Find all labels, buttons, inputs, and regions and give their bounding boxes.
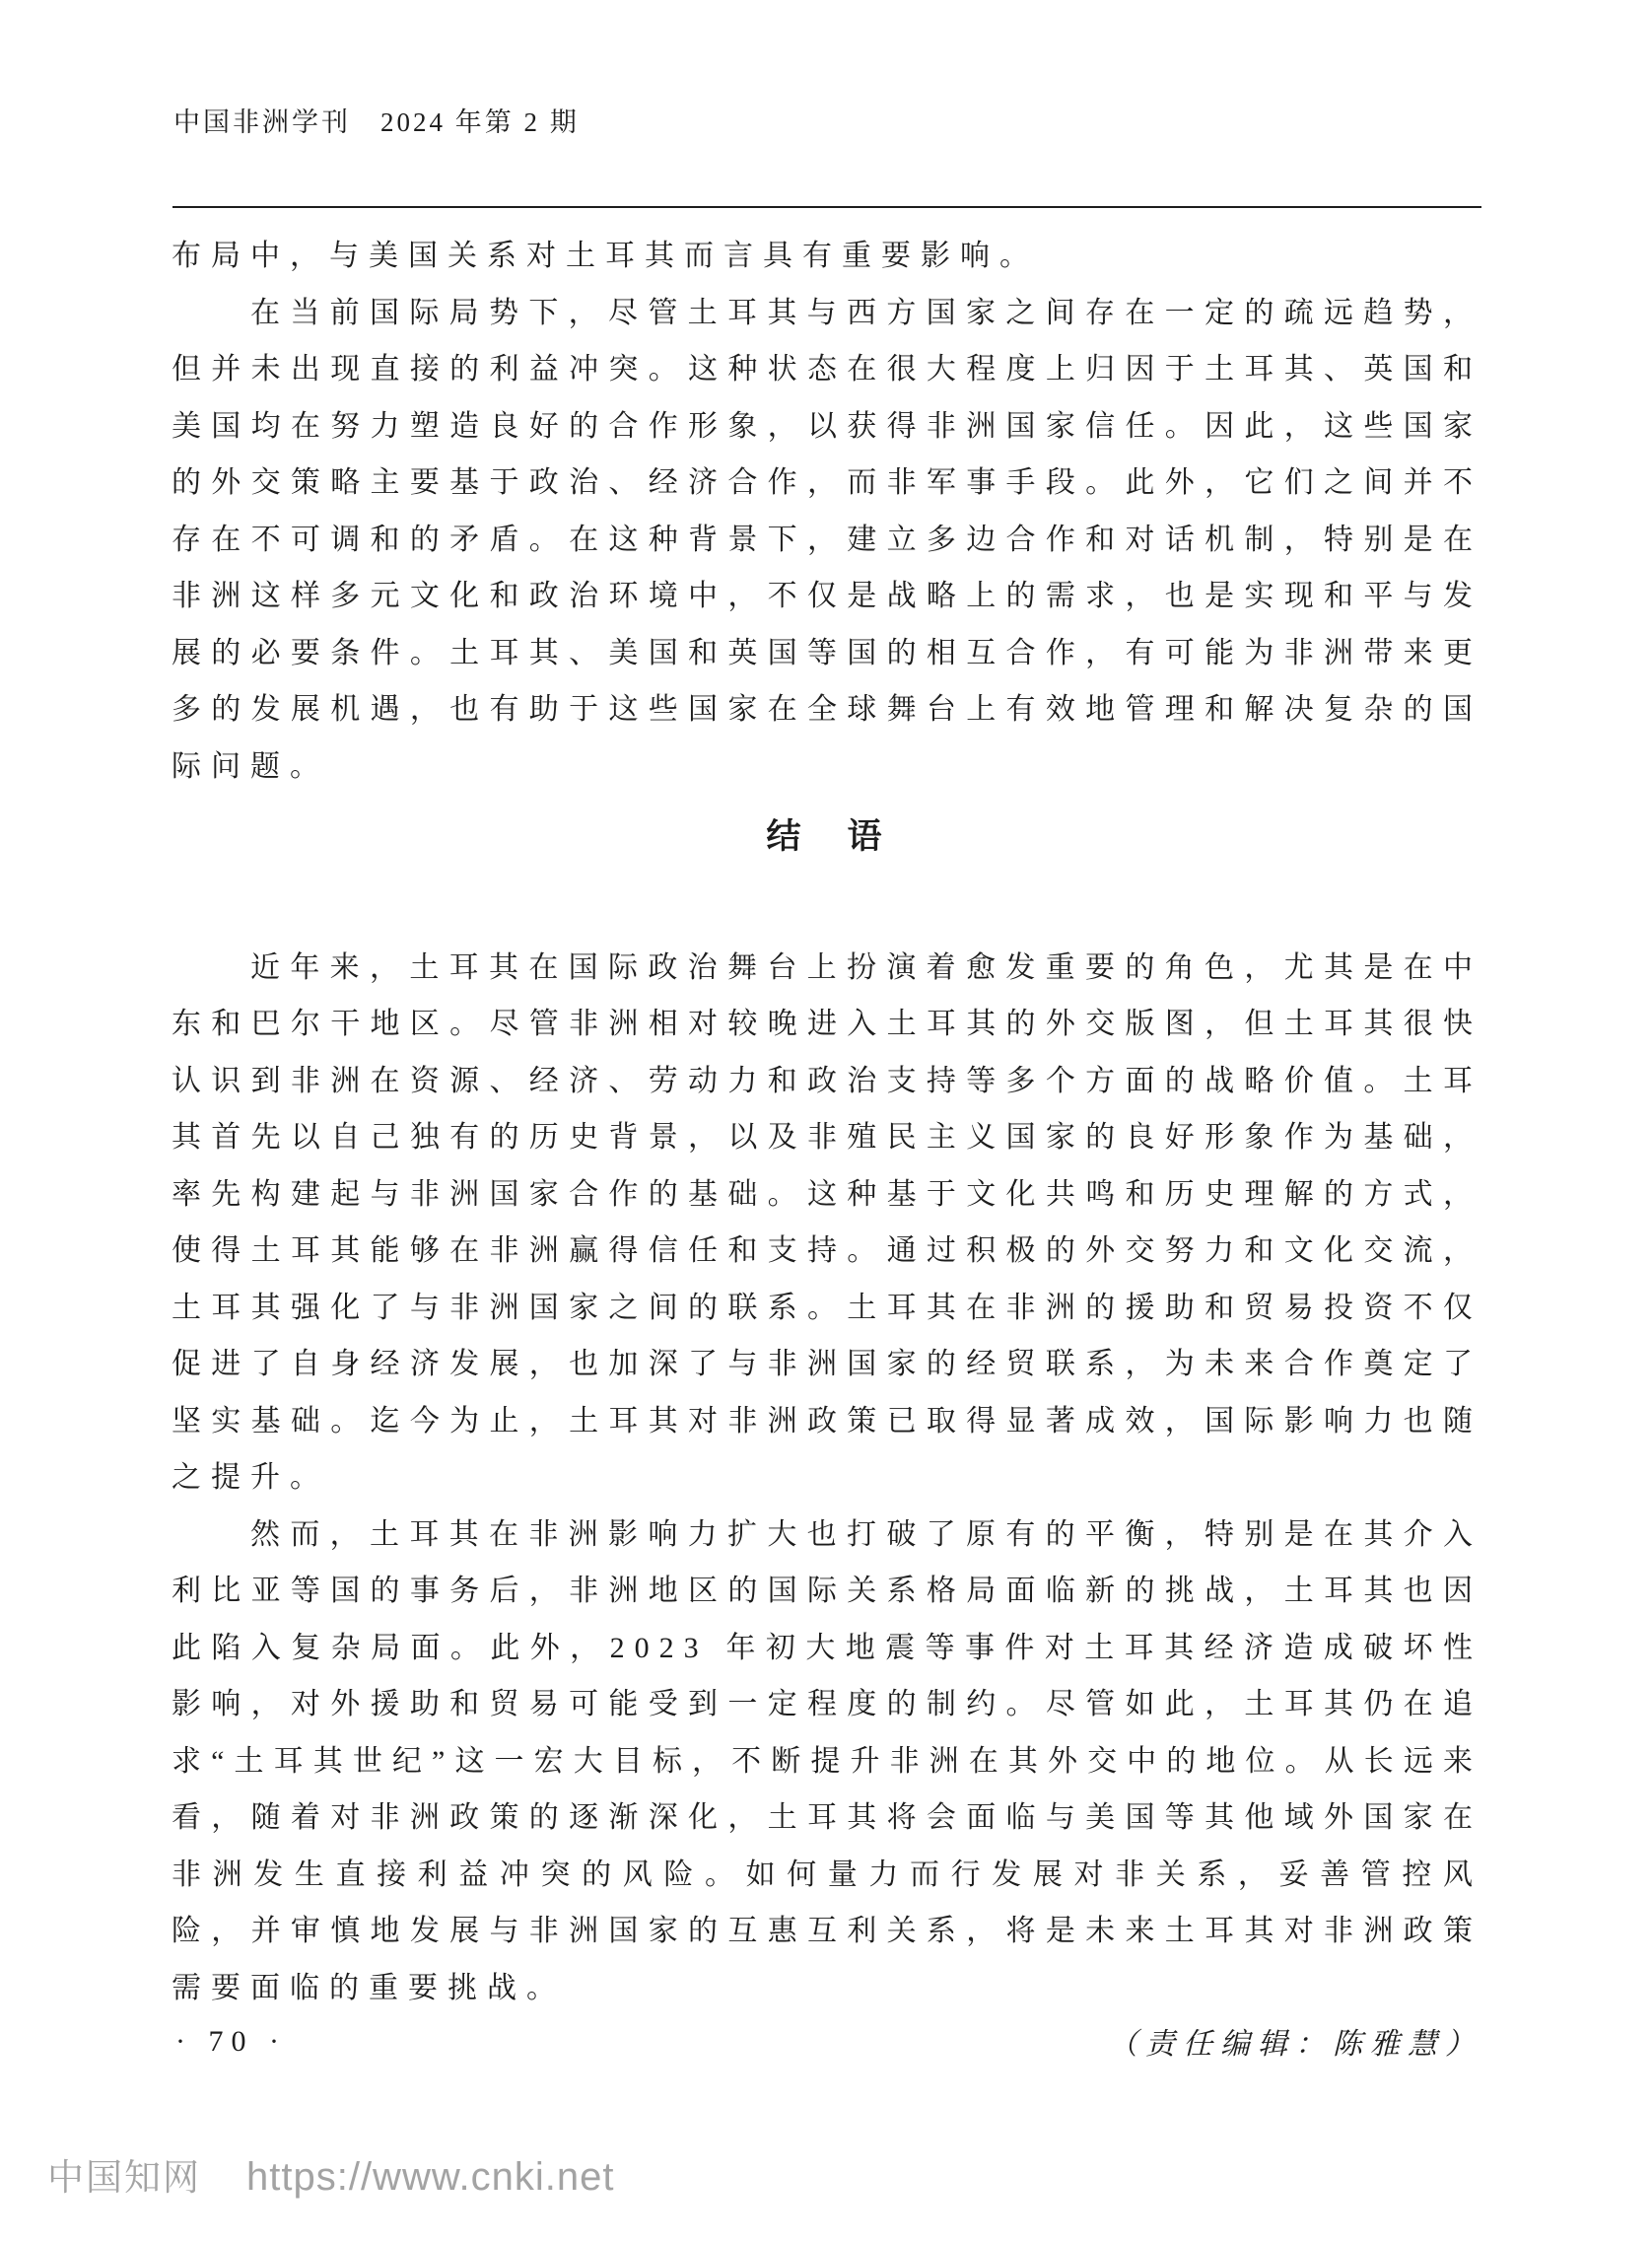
- continued-paragraph: 布局中，与美国关系对土耳其而言具有重要影响。: [172, 240, 1039, 272]
- article-body: [172, 228, 1482, 2073]
- paragraph-current-situation: 在当前国际局势下，尽管土耳其与西方国家之间存在一定的疏远趋势，但并未出现直接的利益冲突。这种状态在很大程度上归因于土耳其、英国和美国均在努力塑造良好的合作形象，以获得非洲国家信任。因此，这些国家的外交策略主要基于政治、经济合作，而非军事手段。此外，它们之间并不存在不可调和的矛盾。在这种背景下，建立多边合作和对话机制，特别是在非洲这样多元文化和政治环境中，不仅是战略上的需求，也是实现和平与发展的必要条件。土耳其、美国和英国等国的相互合作，有可能为非洲带来更多的发展机遇，也有助于这些国家在全球舞台上有效地管理和解决复杂的国际问题。: [172, 296, 1482, 783]
- cnki-watermark: [47, 2147, 614, 2201]
- responsible-editor-note: （责任编辑：陈雅慧）: [1108, 2028, 1482, 2061]
- cnki-url-text: https://www.cnki.net: [246, 2155, 615, 2199]
- page-number: · 70 ·: [175, 2025, 287, 2058]
- paragraph-recent-years: 近年来，土耳其在国际政治舞台上扮演着愈发重要的角色，尤其是在中东和巴尔干地区。尽管非洲相对较晚进入土耳其的外交版图，但土耳其很快认识到非洲在资源、经济、劳动力和政治支持等多个方面的战略价值。土耳其首先以自己独有的历史背景，以及非殖民主义国家的良好形象作为基础，率先构建起与非洲国家合作的基础。这种基于文化共鸣和历史理解的方式，使得土耳其能够在非洲赢得信任和支持。通过积极的外交努力和文化交流，土耳其强化了与非洲国家之间的联系。土耳其在非洲的援助和贸易投资不仅促进了自身经济发展，也加深了与非洲国家的经贸联系，为未来合作奠定了坚实基础。迄今为止，土耳其对非洲政策已取得显著成效，国际影响力也随之提升。: [172, 950, 1482, 1494]
- section-heading-conclusion: 结 语: [766, 817, 888, 856]
- header-divider-rule: [172, 206, 1481, 208]
- journal-header: 中国非洲学刊 2024 年第 2 期: [173, 107, 580, 137]
- paragraph-however-challenges: 然而，土耳其在非洲影响力扩大也打破了原有的平衡，特别是在其介入利比亚等国的事务后，非洲地区的国际关系格局面临新的挑战，土耳其也因此陷入复杂局面。此外，2023 年初大地震等事件对土耳其经济造成破坏性影响，对外援助和贸易可能受到一定程度的制约。尽管如此，土耳其仍在追求“土耳其世纪”这一宏大目标，不断提升非洲在其外交中的地位。从长远来看，随着对非洲政策的逐渐深化，土耳其将会面临与美国等其他域外国家在非洲发生直接利益冲突的风险。如何量力而行发展对非关系，妥善管控风险，并审慎地发展与非洲国家的互惠互利关系，将是未来土耳其对非洲政策需要面临的重要挑战。: [172, 1517, 1482, 2004]
- cnki-brand-text: 中国知网: [47, 2157, 201, 2198]
